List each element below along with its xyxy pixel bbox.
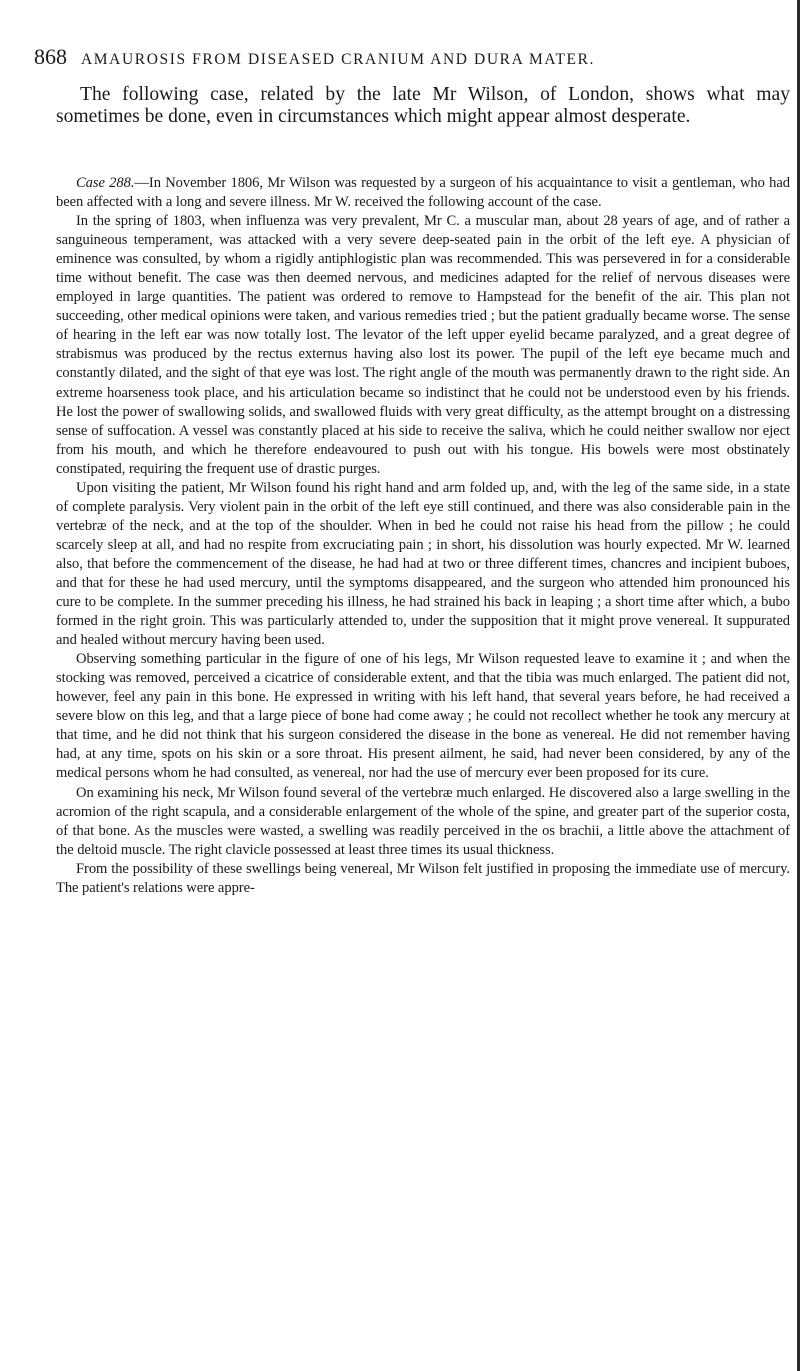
paragraph-text: On examining his neck, Mr Wilson found several of the vertebræ much enlarged. He discovered also a large swelling in the acromion of the right scapula, and a considerable enlargement of the whole of the spine, and greater part of the superior costa, of that bone. As the muscles were wasted, a swelling was readily perceived in the os brachii, a little above the attachment of the deltoid muscle. The right clavicle possessed at least three times its usual thickness. xyxy=(56,784,790,858)
paragraph-text: —In November 1806, Mr Wilson was requested by a surgeon of his acquaintance to visit a gentleman, who had been affected with a long and severe illness. Mr W. received the following account of the case. xyxy=(56,175,790,211)
page-number: 868 xyxy=(34,44,67,69)
case-body xyxy=(56,174,790,898)
case-paragraph-1 xyxy=(56,174,790,212)
case-paragraph-3 xyxy=(56,479,790,650)
paragraph-text: Upon visiting the patient, Mr Wilson found his right hand and arm folded up, and, with the leg of the same side, in a state of complete paralysis. Very violent pain in the orbit of the left eye still continued, and there was also considerable pain in the vertebræ of the neck, and at the top of the shoulder. When in bed he could not raise his head from the pillow ; he could scarcely sleep at all, and had no respite from excruciating pain ; in short, his dissolution was hourly expected. Mr W. learned also, that before the commencement of the disease, he had had at two or three different times, chancres and incipient buboes, and that for these he had used mercury, until the symptoms disappeared, and the surgeon who attended him pronounced his cure to be complete. In the summer preceding his illness, he had strained his back in leaping ; a short time after which, a bubo formed in the right groin. This was particularly attended to, under the supposition that it might prove venereal. It suppurated and healed without mercury having been used. xyxy=(56,479,790,649)
intro-paragraph: The following case, related by the late Mr Wilson, of London, shows what may sometimes be done, even in circumstances which might appear almost desperate. xyxy=(56,84,790,128)
running-head xyxy=(34,44,784,70)
case-paragraph-2 xyxy=(56,212,790,479)
paragraph-text: In the spring of 1803, when influenza was very prevalent, Mr C. a muscular man, about 28 years of age, and of rather a sanguineous temperament, was attacked with a very severe deep-seated pain in the orbit of the left eye. A physician of eminence was consulted, by whom a rigidly antiphlogistic plan was recommended. This was persevered in for a considerable time without benefit. The case was then deemed nervous, and medicines adapted for the relief of nervous diseases were employed in large quantities. The patient was ordered to remove to Hampstead for the benefit of the air. This plan not succeeding, other medical opinions were taken, and various remedies tried ; but the patient gradually became worse. The sense of hearing in the left ear was now totally lost. The levator of the left upper eyelid became paralyzed, and a great degree of strabismus was produced by the rectus externus having also lost its power. The pupil of the left eye became much and constantly dilated, and the sight of that eye was lost. The right angle of the mouth was permanently drawn to the right side. An extreme hoarseness took place, and his articulation became so indistinct that he could not be understood even by his friends. He lost the power of swallowing solids, and swallowed fluids with very great difficulty, as the attempt brought on a distressing sense of suffocation. A vessel was constantly placed at his side to receive the saliva, which he could neither swallow nor eject from his mouth, and which he therefore endeavoured to push out with his tongue. His bowels were most obstinately constipated, requiring the frequent use of drastic purges. xyxy=(56,213,790,477)
case-paragraph-4 xyxy=(56,650,790,783)
paragraph-text: Observing something particular in the figure of one of his legs, Mr Wilson requested leave to examine it ; and when the stocking was removed, perceived a cicatrice of considerable extent, and that the tibia was much enlarged. The patient did not, however, feel any pain in this bone. He expressed in writing with his left hand, that several years before, he had received a severe blow on this leg, and that a large piece of bone had come away ; he could not recollect whether he took any mercury at that time, and he did not think that his surgeon considered the disease in the bone as venereal. He did not remember having had, at any time, spots on his skin or a sore throat. His present ailment, he said, had never been considered, by any of the medical persons whom he had consulted, as venereal, nor had the use of mercury ever been proposed for its cure. xyxy=(56,651,790,782)
case-label: Case 288. xyxy=(76,175,135,191)
case-paragraph-5 xyxy=(56,784,790,860)
paragraph-text: From the possibility of these swellings being venereal, Mr Wilson felt justified in proposing the immediate use of mercury. The patient's relations were appre- xyxy=(56,860,790,896)
case-paragraph-6 xyxy=(56,860,790,898)
running-title: AMAUROSIS FROM DISEASED CRANIUM AND DURA MATER. xyxy=(81,51,595,68)
